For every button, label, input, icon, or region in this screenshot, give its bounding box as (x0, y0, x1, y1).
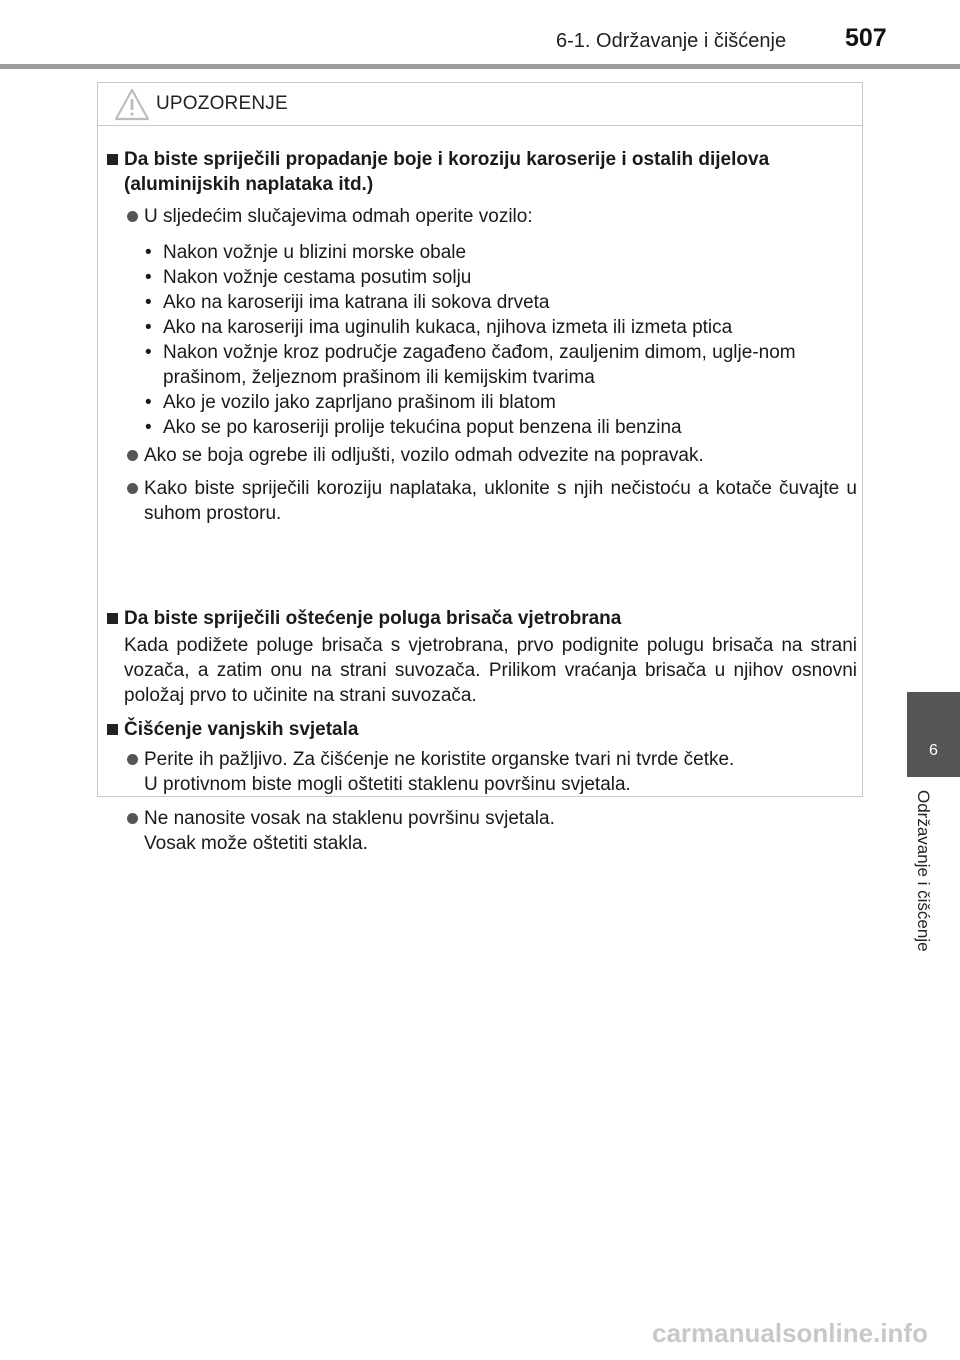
list-item: • Nakon vožnje cestama posutim solju (145, 267, 472, 288)
round-bullet-icon (127, 211, 138, 222)
section-paint-corrosion (107, 147, 857, 526)
chapter-label: Održavanje i čišćenje (914, 790, 933, 952)
paragraph: Kada podižete poluge brisača s vjetrobrana, prvo podignite polugu brisača na strani vozača, a zatim onu na strani suvozača. Prilikom vraćanja brisača u njihov osnovni položaj prvo to učinite na strani suvozača. (124, 635, 857, 706)
warning-title: UPOZORENJE (156, 93, 288, 114)
warning-triangle-icon (114, 88, 150, 121)
list-item: • Ako je vozilo jako zaprljano prašinom ili blatom (145, 392, 556, 413)
bullet-item: Ne nanosite vosak na staklenu površinu svjetala. Vosak može oštetiti stakla. (107, 806, 857, 856)
bullet-item: Kako biste spriječili koroziju naplataka, uklonite s njih nečistoću a kotače čuvajte u suhom prostoru. (107, 476, 857, 526)
square-bullet-icon (107, 613, 118, 624)
section-heading: Čišćenje vanjskih svjetala (107, 717, 857, 742)
warning-header (98, 83, 862, 126)
list-item: • Nakon vožnje u blizini morske obale (145, 242, 467, 263)
chapter-number: 6 (929, 742, 938, 759)
watermark: carmanualsonline.info (652, 1318, 928, 1348)
header-section-title: 6-1. Održavanje i čišćenje (556, 30, 787, 52)
chapter-tab (907, 692, 960, 777)
warning-box (97, 82, 863, 854)
bullet-item: U sljedećim slučajevima odmah operite vozilo: (107, 204, 857, 229)
list-item: • Nakon vožnje kroz područje zagađeno čađom, zauljenim dimom, uglje-nom prašinom, željeznom prašinom ili kemijskim tvarima (145, 342, 796, 388)
square-bullet-icon (107, 724, 118, 735)
page-number: 507 (845, 24, 887, 52)
sub-list (107, 240, 857, 440)
section-wiper-arms (107, 606, 857, 708)
section-heading: Da biste spriječili propadanje boje i koroziju karoserije i ostalih dijelova (aluminijskih naplataka itd.) (107, 147, 857, 197)
bullet-item: Perite ih pažljivo. Za čišćenje ne koristite organske tvari ni tvrde četke. U protivnom biste mogli oštetiti staklenu površinu svjetala. (107, 747, 857, 797)
list-item: • Ako na karoseriji ima katrana ili sokova drveta (145, 292, 550, 313)
round-bullet-icon (127, 483, 138, 494)
section-exterior-lights (107, 717, 857, 856)
list-item: • Ako na karoseriji ima uginulih kukaca, njihova izmeta ili izmeta ptica (145, 317, 733, 338)
list-item: • Ako se po karoseriji prolije tekućina poput benzena ili benzina (145, 417, 682, 438)
section-heading: Da biste spriječili oštećenje poluga brisača vjetrobrana (107, 606, 857, 631)
round-bullet-icon (127, 813, 138, 824)
round-bullet-icon (127, 754, 138, 765)
round-bullet-icon (127, 450, 138, 461)
header-divider (0, 64, 960, 69)
square-bullet-icon (107, 154, 118, 165)
bullet-item: Ako se boja ogrebe ili odljušti, vozilo odmah odvezite na popravak. (107, 443, 857, 468)
